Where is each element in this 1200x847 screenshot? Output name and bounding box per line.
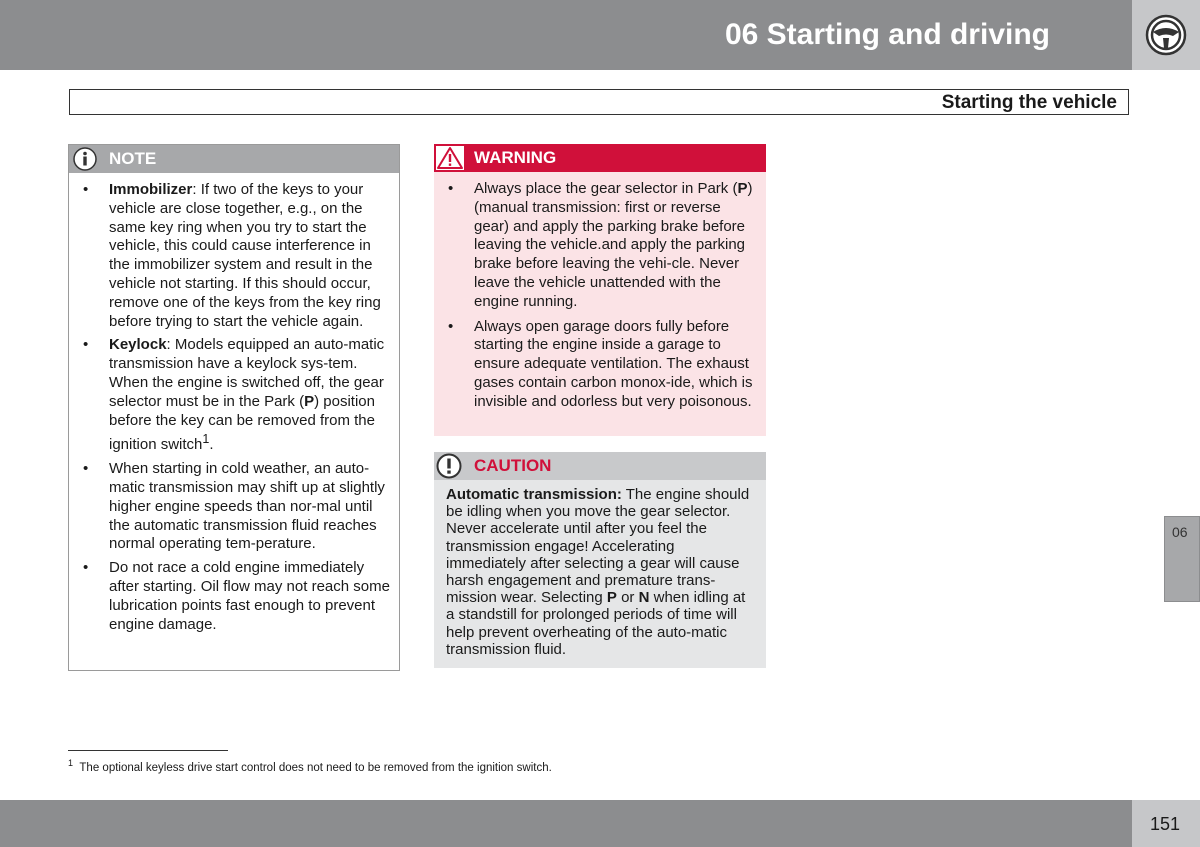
exclamation-circle-icon	[436, 453, 462, 479]
note-item-cold-engine: • Do not race a cold engine immediately after starting. Oil flow may not reach some lubrication points fast enough to prevent engine damage.	[69, 559, 391, 634]
chapter-title: 06 Starting and driving	[724, 18, 1050, 51]
page-number: 151	[1149, 814, 1180, 834]
note-label: NOTE	[109, 149, 157, 168]
caution-header	[434, 452, 766, 480]
warning-triangle-icon	[436, 146, 464, 170]
section-title: Starting the vehicle	[941, 92, 1117, 113]
warning-label: WARNING	[474, 148, 557, 167]
chapter-side-tab-label: 06	[1172, 524, 1188, 540]
section-title-box	[69, 89, 1129, 115]
footnote-reference: 1	[202, 432, 210, 447]
caution-label: CAUTION	[474, 456, 552, 475]
caution-box	[434, 452, 766, 668]
note-box	[68, 144, 400, 671]
note-header	[69, 145, 399, 173]
warning-item-park: • Always place the gear selector in Park (P) (manual transmission: first or reverse gear) and apply the parking brake before leaving the vehicle.and apply the parking brake before leaving the vehi-cle. Never leave the vehicle unattended with the engine running.	[434, 180, 758, 312]
warning-item-garage: • Always open garage doors fully before starting the engine inside a garage to ensure adequate ventilation. The exhaust gases contain carbon monox-ide, which is invisible and odorless but very poisonous.	[434, 318, 758, 412]
footer-bar	[0, 800, 1132, 847]
chapter-side-tab[interactable]	[1164, 516, 1200, 602]
caution-text: Automatic transmission: The engine should be idling when you move the gear selector. Never accelerate until after you feel the transmission engage! Accelerating immediately after selecting a gear will cause harsh engagement and premature trans-mission wear. Selecting P or N when idling at a standstill for prolonged periods of time will help prevent overheating of the auto-matic transmission fluid.	[446, 486, 750, 658]
footnote: $^1$ The optional keyless drive start control does not need to be removed from the ignition switch.	[68, 758, 552, 774]
warning-box	[434, 144, 766, 436]
header-bar	[0, 0, 1132, 70]
footnote-divider	[68, 750, 228, 751]
note-item-immobilizer: • Immobilizer: If two of the keys to your vehicle are close together, e.g., on the same key ring when you try to start the vehicle, this could cause interference in the immobilizer system and result in the vehicle not starting. If this should occur, remove one of the keys from the key ring before trying to start the vehicle again.	[69, 181, 391, 331]
page-number-box	[1132, 800, 1200, 847]
note-item-keylock: • Keylock: Models equipped an auto-matic transmission have a keylock sys-tem. When the engine is switched off, the gear selector must be in the Park (P) position before the key can be removed from the ignition switch$^1$.	[69, 336, 391, 455]
warning-icon-plate	[436, 146, 464, 170]
note-item-cold-weather: • When starting in cold weather, an auto-matic transmission may shift up at slightly higher engine speeds than nor-mal until the automatic transmission fluid reaches normal operating tem-perature.	[69, 460, 391, 554]
steering-wheel-icon	[1144, 14, 1188, 56]
warning-list	[434, 172, 766, 412]
warning-header	[434, 144, 766, 172]
info-icon	[73, 147, 97, 171]
note-list	[69, 173, 399, 634]
chapter-icon-box	[1132, 0, 1200, 70]
